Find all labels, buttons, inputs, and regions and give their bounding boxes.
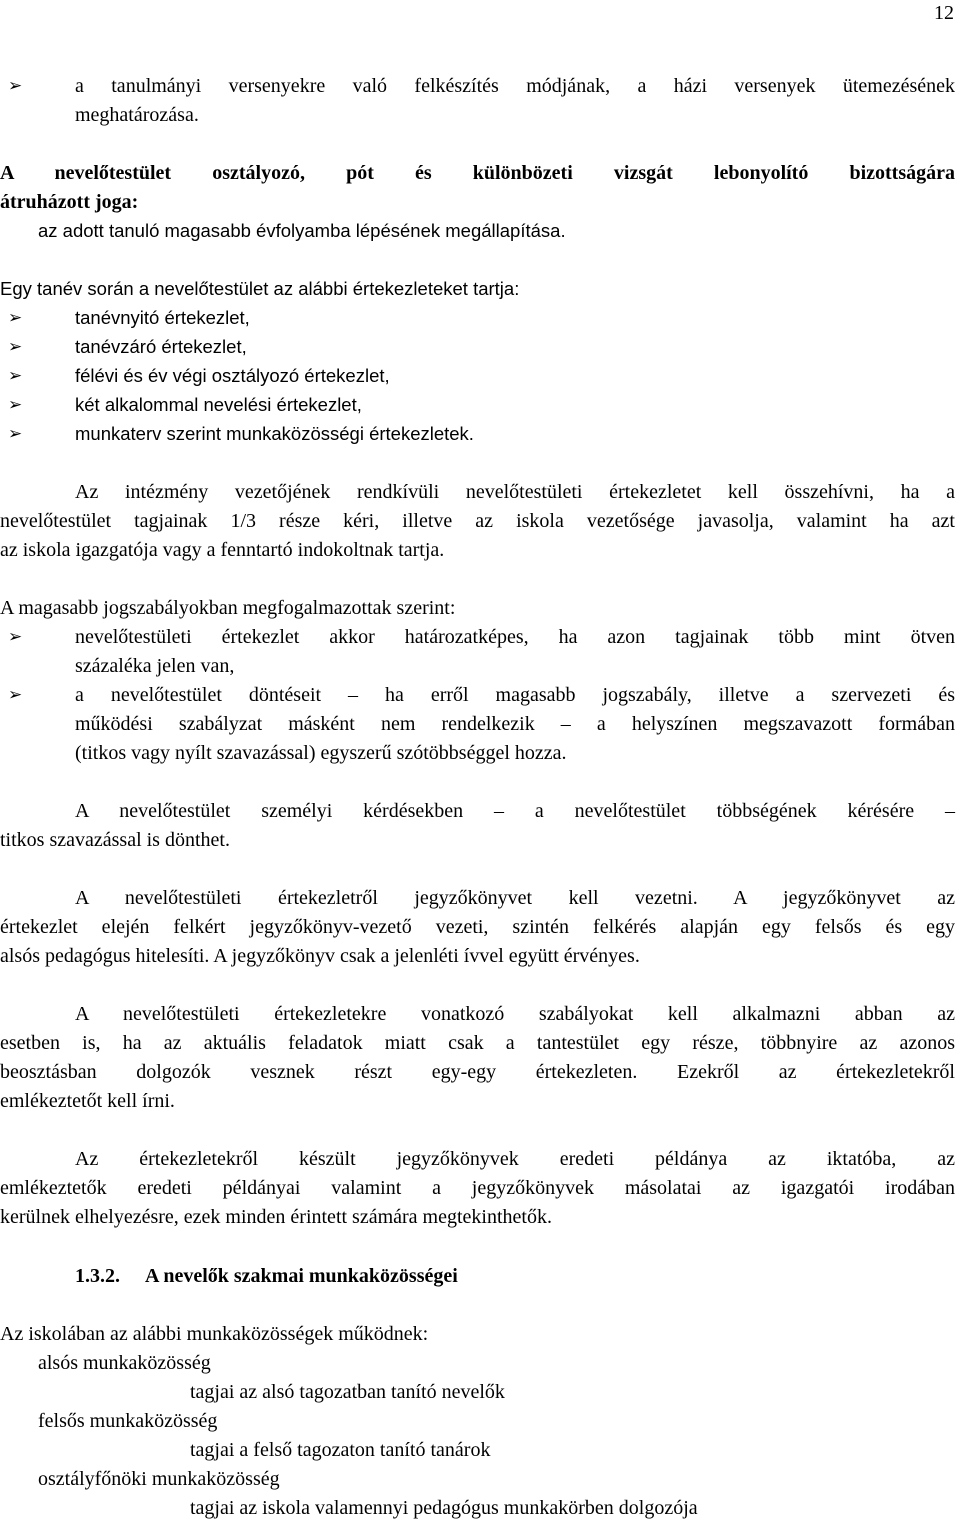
bullet-arrow-icon: ➢ — [8, 424, 23, 443]
workgroup-members: tagjai az alsó tagozatban tanító nevelők — [190, 1381, 505, 1403]
partial-line-2: esetben is, ha az aktuális feladatok miatt csak a tantestület egy része, többnyire az azonos — [0, 1032, 955, 1054]
bullet-arrow-icon: ➢ — [8, 308, 23, 327]
rule-1-line-2: százaléka jelen van, — [75, 655, 235, 677]
workgroup-members: tagjai az iskola valamennyi pedagógus munkakörben dolgozója — [190, 1497, 698, 1519]
workgroups-intro: Az iskolában az alábbi munkaközösségek működnek: — [0, 1323, 429, 1345]
rule-2-line-1: a nevelőtestület döntéseit – ha erről magasabb jogszabály, illetve a szervezeti és — [75, 684, 955, 706]
rule-2-line-3: (titkos vagy nyílt szavazással) egyszerű szótöbbséggel hozza. — [75, 742, 567, 764]
delegated-heading-line-1: A nevelőtestület osztályozó, pót és különbözeti vizsgát lebonyolító bizottságára — [0, 162, 955, 184]
workgroup-name: osztályfőnöki munkaközösség — [38, 1468, 280, 1490]
page-number: 12 — [934, 2, 954, 24]
meeting-item: két alkalommal nevelési értekezlet, — [75, 394, 362, 415]
meeting-item: tanévzáró értekezlet, — [75, 336, 247, 357]
extraordinary-line-2: nevelőtestület tagjainak 1/3 része kéri, illetve az iskola vezetősége javasolja, valamint ha azt — [0, 510, 955, 532]
extraordinary-line-1: Az intézmény vezetőjének rendkívüli nevelőtestületi értekezletet kell összehívni, ha a — [75, 481, 955, 503]
personal-line-1: A nevelőtestület személyi kérdésekben – a nevelőtestület többségének kérésére – — [75, 800, 955, 822]
bullet-arrow-icon: ➢ — [8, 627, 23, 646]
top-bullet-line-1: a tanulmányi versenyekre való felkészítés módjának, a házi versenyek ütemezésének — [75, 75, 955, 97]
archive-line-1: Az értekezletekről készült jegyzőkönyvek eredeti példánya az iktatóba, az — [75, 1148, 955, 1170]
personal-line-2: titkos szavazással is dönthet. — [0, 829, 230, 851]
rule-1-line-1: nevelőtestületi értekezlet akkor határozatképes, ha azon tagjainak több mint ötven — [75, 626, 955, 648]
bullet-arrow-icon: ➢ — [8, 395, 23, 414]
minutes-line-2: értekezlet elején felkért jegyzőkönyv-vezető vezeti, szintén felkérés alapján egy felsős és egy — [0, 916, 955, 938]
partial-line-3: beosztásban dolgozók vesznek részt egy-egy értekezleten. Ezekről az értekezletekről — [0, 1061, 955, 1083]
workgroup-name: felsős munkaközösség — [38, 1410, 218, 1432]
top-bullet-line-2: meghatározása. — [75, 104, 199, 126]
bullet-arrow-icon: ➢ — [8, 76, 23, 95]
workgroup-members: tagjai a felső tagozaton tanító tanárok — [190, 1439, 491, 1461]
archive-line-3: kerülnek elhelyezésre, ezek minden érintett számára megtekinthetők. — [0, 1206, 552, 1228]
extraordinary-line-3: az iskola igazgatója vagy a fenntartó indokoltnak tartja. — [0, 539, 445, 561]
rule-2-line-2: működési szabályzat másként nem rendelkezik – a helyszínen megszavazott formában — [75, 713, 955, 735]
rules-intro: A magasabb jogszabályokban megfogalmazottak szerint: — [0, 597, 456, 619]
minutes-line-1: A nevelőtestületi értekezletről jegyzőkönyvet kell vezetni. A jegyzőkönyvet az — [75, 887, 955, 909]
partial-line-1: A nevelőtestületi értekezletekre vonatkozó szabályokat kell alkalmazni abban az — [75, 1003, 955, 1025]
workgroup-name: alsós munkaközösség — [38, 1352, 211, 1374]
delegated-heading-line-2: átruházott joga: — [0, 191, 139, 213]
meetings-intro: Egy tanév során a nevelőtestület az alábbi értekezleteket tartja: — [0, 278, 520, 299]
bullet-arrow-icon: ➢ — [8, 337, 23, 356]
archive-line-2: emlékeztetők eredeti példányai valamint a jegyzőkönyvek másolatai az igazgatói irodában — [0, 1177, 955, 1199]
partial-line-4: emlékeztetőt kell írni. — [0, 1090, 175, 1112]
meeting-item: tanévnyitó értekezlet, — [75, 307, 250, 328]
section-number: 1.3.2. — [75, 1265, 120, 1287]
bullet-arrow-icon: ➢ — [8, 366, 23, 385]
bullet-arrow-icon: ➢ — [8, 685, 23, 704]
meeting-item: munkaterv szerint munkaközösségi értekezletek. — [75, 423, 474, 444]
minutes-line-3: alsós pedagógus hitelesíti. A jegyzőkönyv csak a jelenléti ívvel együtt érvényes. — [0, 945, 640, 967]
delegated-item: az adott tanuló magasabb évfolyamba lépésének megállapítása. — [38, 220, 566, 241]
meeting-item: félévi és év végi osztályozó értekezlet, — [75, 365, 390, 386]
section-title: A nevelők szakmai munkaközösségei — [145, 1265, 458, 1287]
